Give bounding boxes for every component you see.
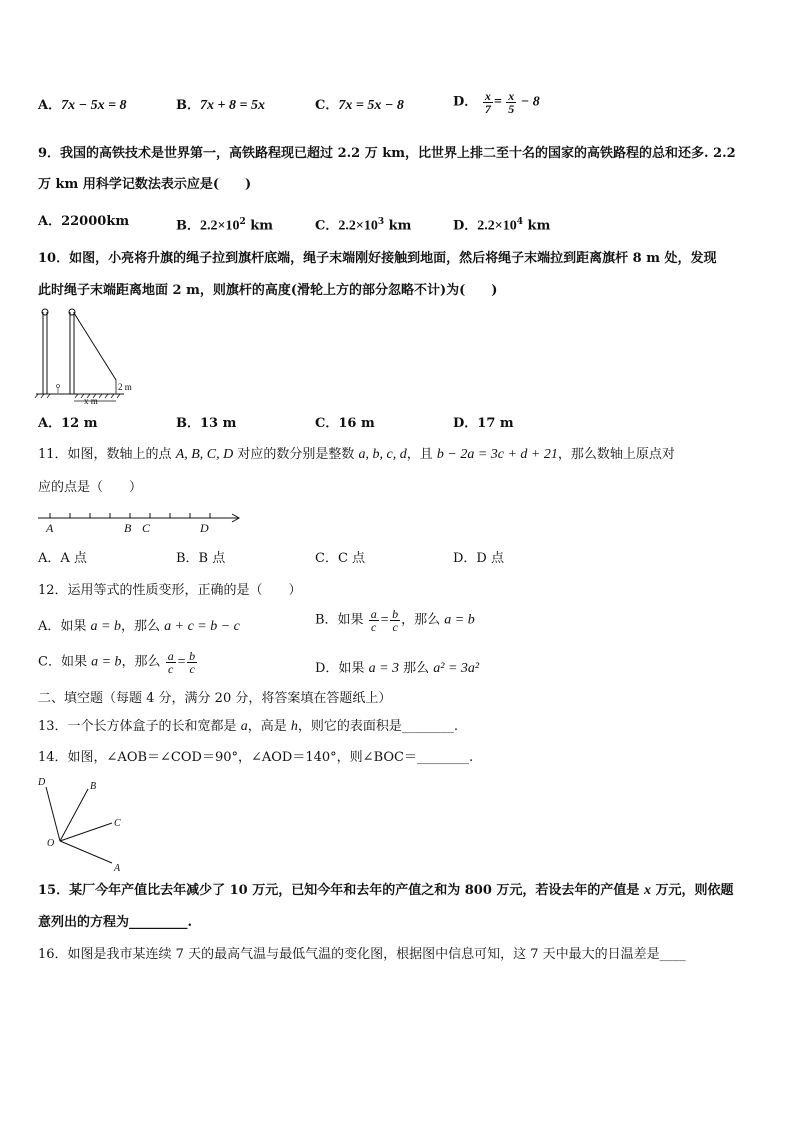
section-fill-in-blank-heading: 二、填空题（每题 4 分，满分 20 分，将答案填在答题纸上）: [38, 691, 392, 706]
option-text: 那么: [399, 661, 434, 676]
exponent: 4: [516, 217, 524, 227]
q11-equation: b − 2a = 3c + d + 21: [436, 447, 558, 462]
q9-option-b: [176, 213, 273, 235]
q10-option-b: B．13 m: [176, 416, 237, 431]
number-line-ticks: [50, 513, 210, 518]
label-o: O: [47, 838, 55, 849]
ray-oa: [60, 841, 112, 863]
numerator: a: [370, 607, 377, 621]
denominator: 5: [508, 102, 515, 116]
flagpole-figure: [34, 306, 134, 406]
option-label: B．: [176, 98, 200, 113]
q16-text: 16．如图是我市某连续 7 天的最高气温与最低气温的变化图，根据图中信息可知，这 7 天中最大的日温差是____: [38, 947, 686, 962]
q11-option-b: B．B 点: [176, 551, 226, 566]
q8-c-expression: 7x = 5x − 8: [338, 98, 404, 113]
q15-line-2: 意列出的方程为_________.: [38, 915, 193, 930]
label-d: D: [38, 777, 46, 788]
denominator: c: [371, 620, 377, 634]
q11-option-d: D．D 点: [453, 551, 504, 566]
conclusion: a = b: [444, 612, 475, 628]
unit: km: [245, 218, 274, 234]
q9-line-2: 万 km 用科学记数法表示应是( ): [38, 177, 252, 192]
unit: km: [523, 218, 551, 234]
q11-text: 11．如图，数轴上的点: [38, 447, 176, 462]
fraction-a-over-c: [166, 650, 176, 675]
label-xm: x m: [84, 396, 98, 406]
label-b: B: [90, 781, 97, 792]
q15-part: 万元，则依题: [650, 883, 734, 898]
denominator: 7: [484, 102, 491, 116]
conclusion: a + c = b − c: [164, 619, 240, 634]
q8-a-expression: 7x − 5x = 8: [61, 98, 127, 113]
q14-text: 14．如图，∠AOB＝∠COD＝90°，∠AOD＝140°，则∠BOC＝________.: [38, 750, 474, 765]
q9-option-a: A．22000km: [38, 214, 130, 229]
q11-text: 对应的数分别是整数: [233, 447, 359, 462]
q11-points: A, B, C, D: [175, 447, 234, 462]
label-2m: 2 m: [118, 382, 132, 392]
axis-point-d: D: [200, 521, 209, 535]
numerator: x: [484, 89, 491, 103]
q12-option-a: [38, 618, 240, 636]
denominator: c: [189, 662, 195, 676]
equals: =: [379, 612, 390, 628]
option-label: D．: [453, 218, 478, 234]
sci-notation: 2.2×10: [477, 218, 517, 234]
var-x: x: [643, 883, 651, 898]
q13-part: 13．一个长方体盒子的长和宽都是: [38, 719, 241, 734]
condition: a = 3: [368, 661, 400, 676]
q11-option-a: A．A 点: [38, 551, 87, 566]
q8-d-tail: − 8: [517, 94, 540, 110]
numerator: a: [167, 649, 174, 663]
q13-text: [38, 718, 458, 736]
condition: a = b: [91, 654, 122, 670]
numerator: x: [508, 89, 515, 103]
option-label: D．: [453, 94, 478, 110]
q8-option-c: [315, 97, 404, 115]
condition: a = b: [90, 619, 121, 634]
sci-notation: 2.2×10: [338, 218, 378, 234]
q8-d-fraction-1: [483, 90, 493, 115]
q13-part: ，高是: [247, 719, 291, 734]
q8-option-d: [453, 90, 540, 115]
conclusion: a² = 3a²: [433, 661, 480, 676]
option-label: C．: [315, 98, 339, 113]
option-text: C．如果: [38, 654, 92, 670]
numerator: b: [392, 607, 399, 621]
q11-line-1: [38, 446, 675, 464]
q11-option-c: C．C 点: [315, 551, 366, 566]
q11-vars: a, b, c, d: [358, 447, 407, 462]
option-label: A．: [38, 98, 62, 113]
equals: =: [493, 94, 506, 110]
q9-option-d: [453, 213, 550, 235]
number-line-figure: [34, 508, 246, 538]
q9-option-c: [315, 213, 411, 235]
axis-point-a: A: [46, 521, 54, 535]
option-text: B．如果: [315, 612, 368, 628]
option-text: ，那么: [120, 619, 165, 634]
q12-option-d: [315, 660, 479, 678]
q15-line-1: [38, 882, 733, 900]
q11-text: ，那么数轴上原点对: [557, 447, 675, 462]
option-label: B．: [176, 218, 200, 234]
q10-line-1: 10．如图，小亮将升旗的绳子拉到旗杆底端，绳子末端刚好接触到地面，然后将绳子末端拉到距离旗杆 8 m 处，发现: [38, 251, 717, 266]
option-text: A．如果: [38, 619, 91, 634]
q11-text: ，且: [406, 447, 437, 462]
q9-line-1: 9．我国的高铁技术是世界第一，高铁路程现已超过 2.2 万 km，比世界上排二至十名的国家的高铁路程的总和还多. 2.2: [38, 146, 736, 161]
var-a: a: [240, 719, 248, 734]
denominator: c: [392, 620, 398, 634]
ray-od: [46, 787, 60, 841]
fraction-b-over-c: [187, 650, 197, 675]
q10-option-a: A．12 m: [38, 416, 98, 431]
q10-option-d: D．17 m: [453, 416, 514, 431]
q12-option-b: [315, 608, 475, 633]
exponent: 3: [377, 217, 385, 227]
option-text: ，那么: [401, 612, 445, 628]
q13-part: ，则它的表面积是________.: [297, 719, 458, 734]
q11-line-2: 应的点是（ ）: [38, 480, 143, 495]
label-c: C: [114, 818, 121, 829]
numerator: b: [189, 649, 196, 663]
option-text: D．如果: [315, 661, 369, 676]
q12-option-c: [38, 650, 198, 675]
var-h: h: [290, 719, 298, 734]
option-label: C．: [315, 218, 339, 234]
option-text: ，那么: [121, 654, 165, 670]
q12-title: 12．运用等式的性质变形，正确的是（ ）: [38, 583, 302, 598]
q8-b-expression: 7x + 8 = 5x: [200, 98, 265, 113]
equals: =: [176, 654, 187, 670]
person-icon: [57, 385, 60, 388]
denominator: c: [168, 662, 174, 676]
q8-d-fraction-2: [506, 90, 516, 115]
angle-figure: [34, 773, 134, 873]
q10-line-2: 此时绳子末端距离地面 2 m，则旗杆的高度(滑轮上方的部分忽略不计)为( ): [38, 283, 498, 298]
axis-point-b: B: [124, 521, 132, 535]
q10-option-c: C．16 m: [315, 416, 375, 431]
exponent: 2: [239, 217, 246, 227]
sci-notation: 2.2×10: [200, 218, 240, 234]
unit: km: [384, 218, 412, 234]
rope-2: [74, 313, 116, 380]
q15-part: 15．某厂今年产值比去年减少了 10 万元，已知今年和去年的产值之和为 800 万元，若设去年的产值是: [38, 883, 644, 898]
label-a: A: [114, 863, 121, 873]
q8-option-b: [176, 97, 265, 115]
ground-hatching: [35, 394, 120, 398]
q8-option-a: [38, 97, 127, 115]
fraction-b-over-c: [390, 608, 400, 633]
fraction-a-over-c: [369, 608, 379, 633]
axis-point-c: C: [142, 521, 151, 535]
